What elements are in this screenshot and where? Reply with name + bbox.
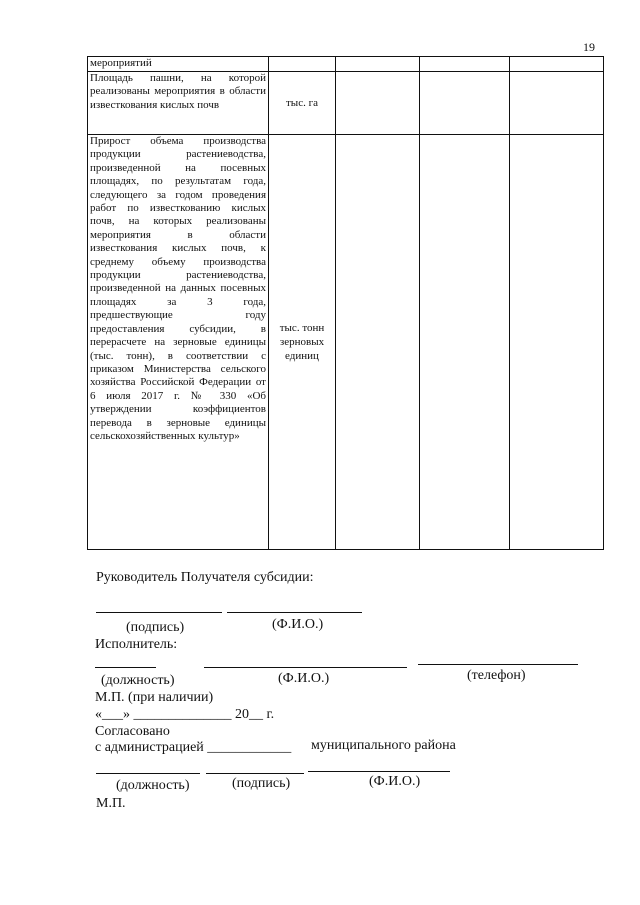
- table-row: [88, 57, 604, 72]
- table-row: [88, 135, 604, 550]
- table-cell: [510, 72, 604, 135]
- table-cell: [336, 72, 420, 135]
- phone-line: [418, 664, 578, 665]
- executor-fio-label: (Ф.И.О.): [278, 671, 330, 686]
- table-cell: [336, 135, 420, 550]
- fio-line-2: [308, 771, 450, 772]
- position-label: (должность): [101, 673, 175, 688]
- executor-fio-line: [204, 667, 407, 668]
- indicator-description: мероприятий: [88, 57, 269, 72]
- table-cell: [420, 72, 510, 135]
- phone-label: (телефон): [467, 668, 526, 683]
- indicator-unit: тыс. тонн зерновых единиц: [269, 135, 336, 550]
- admin-prefix: с администрацией ____________: [95, 740, 292, 755]
- table-cell: [510, 57, 604, 72]
- fio-label-2: (Ф.И.О.): [369, 774, 421, 789]
- position-label-2: (должность): [116, 778, 190, 793]
- table-cell: [420, 57, 510, 72]
- date-line: «___» ______________ 20__ г.: [95, 707, 275, 722]
- indicator-description: Площадь пашни, на которой реализованы мероприятия в области известкования кислых почв: [88, 72, 269, 135]
- indicator-unit: тыс. га: [269, 72, 336, 135]
- position-line-2: [96, 773, 200, 774]
- head-title: Руководитель Получателя субсидии:: [96, 570, 314, 585]
- admin-suffix: муниципального района: [311, 738, 456, 753]
- table-row: [88, 72, 604, 135]
- table-cell: [510, 135, 604, 550]
- stamp-label: М.П.: [96, 796, 126, 811]
- table-cell: [420, 135, 510, 550]
- table-cell: [336, 57, 420, 72]
- signature-line-2: [206, 773, 304, 774]
- signature-line: [96, 612, 222, 613]
- signature-label-2: (подпись): [232, 776, 291, 791]
- indicator-unit: [269, 57, 336, 72]
- agreed-label: Согласовано: [95, 724, 170, 739]
- indicator-description: Прирост объема производства продукции растениеводства, произведенной на посевных площадях, по результатам года, следующего за годом проведения работ по известкованию кислых почв, на которых реализованы мероприятия в области известкования кислых почв, к среднему объему производства продукции растениеводства, произведенной на данных посевных площадях за 3 года, предшествующие году предоставления субсидии, в перерасчете на зерновые единицы (тыс. тонн), в соответствии с приказом Министерства сельского хозяйства Российской Федерации от 6 июля 2017 г. № 330 «Об утверждении коэффициентов перевода в зерновые единицы сельскохозяйственных культур»: [88, 135, 269, 550]
- indicators-table: [87, 56, 604, 550]
- fio-line: [227, 612, 362, 613]
- signature-label: (подпись): [126, 620, 185, 635]
- position-line: [95, 667, 156, 668]
- fio-label: (Ф.И.О.): [272, 617, 324, 632]
- executor-label: Исполнитель:: [95, 637, 178, 652]
- page-number: 19: [583, 40, 595, 54]
- stamp-if-any: М.П. (при наличии): [95, 690, 214, 705]
